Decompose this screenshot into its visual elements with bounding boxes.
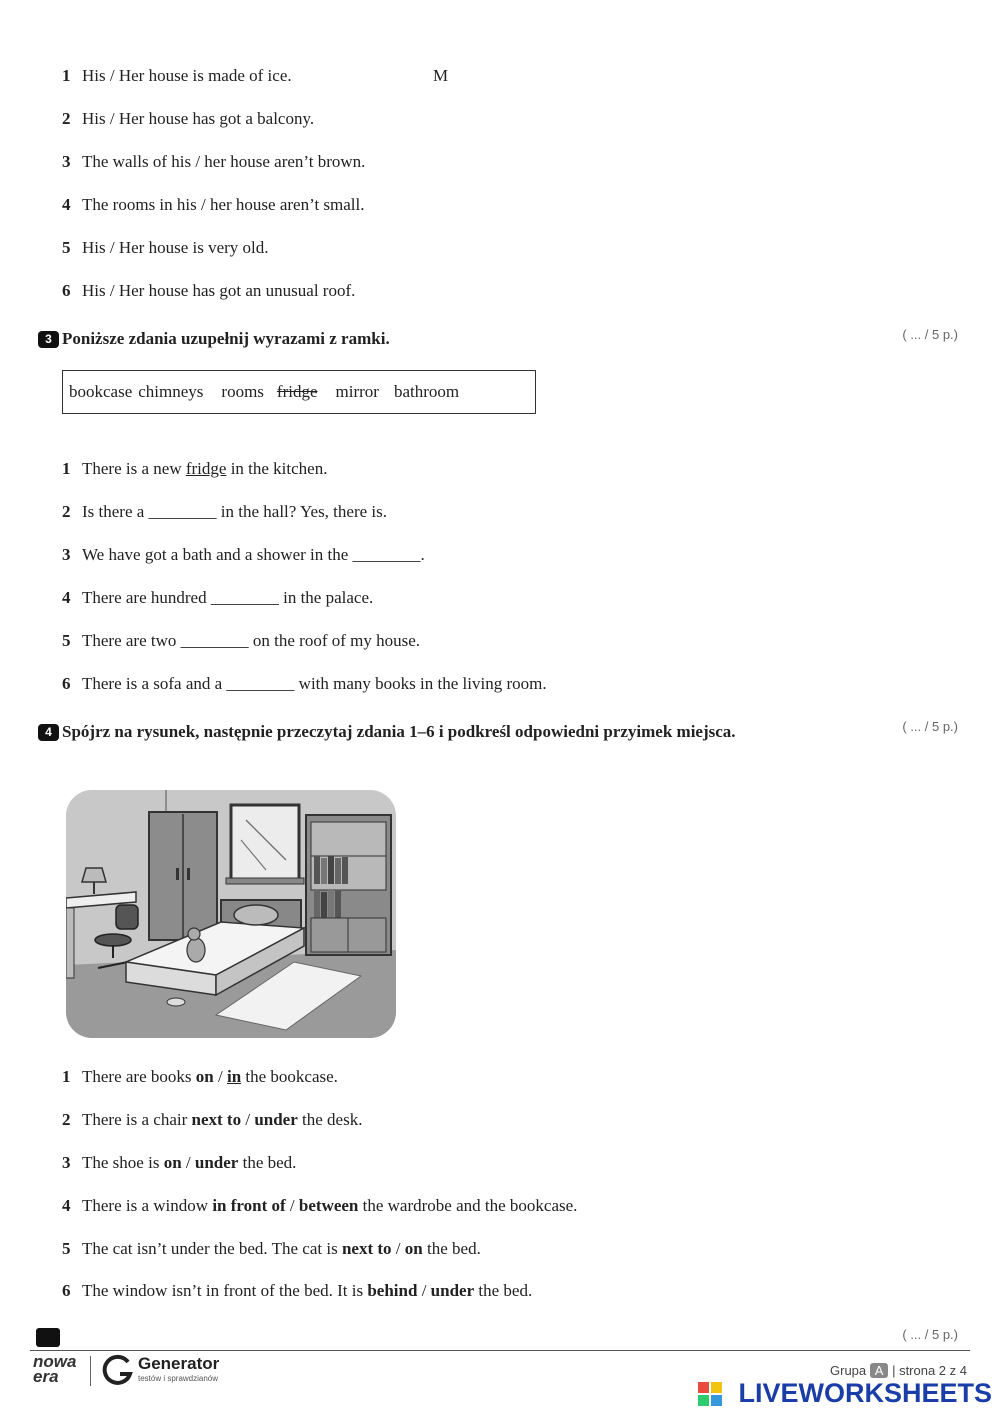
generator-title: Generator — [138, 1354, 220, 1373]
answer-mark: M — [433, 66, 449, 85]
s4-item-6-opt1[interactable]: behind — [367, 1281, 418, 1300]
s2-item-6: 6 His / Her house has got an unusual roof. — [62, 281, 356, 300]
word-fridge: fridge — [276, 382, 318, 401]
s4-item-1: 1 There are books on / in the bookcase. — [62, 1067, 338, 1086]
s3-item-1: 1 There is a new fridge in the kitchen. — [62, 459, 328, 478]
s4-item-2-opt1[interactable]: next to — [191, 1110, 242, 1129]
group-badge: A — [870, 1363, 889, 1378]
s4-item-5: 5 The cat isn’t under the bed. The cat is next to / on the bed. — [62, 1239, 481, 1258]
s2-item-4: 4 The rooms in his / her house aren’t small. — [62, 195, 365, 214]
word-box — [62, 370, 536, 414]
s4-item-1-opt1[interactable]: on — [195, 1067, 214, 1086]
section5-badge — [36, 1328, 60, 1347]
liveworksheets-wordmark: LIVEWORKSHEETS — [738, 1378, 992, 1408]
s3-item-2: 2 Is there a ________ in the hall? Yes, there is. — [62, 502, 387, 521]
s3-item-4: 4 There are hundred ________ in the palace. — [62, 588, 374, 607]
section3-points: ( ... / 5 p.) — [902, 327, 958, 342]
s4-item-4-opt2[interactable]: between — [298, 1196, 359, 1215]
section4-badge: 4 — [38, 724, 59, 741]
s4-item-2: 2 There is a chair next to / under the desk. — [62, 1110, 363, 1129]
s4-item-5-opt2[interactable]: on — [404, 1239, 423, 1258]
s4-item-2-opt2[interactable]: under — [254, 1110, 298, 1129]
word-chimneys: chimneys — [138, 382, 204, 401]
section3-badge: 3 — [38, 331, 59, 348]
word-rooms: rooms — [221, 382, 264, 401]
s4-item-5-opt1[interactable]: next to — [341, 1239, 392, 1258]
s3-item-1-answer: fridge — [185, 459, 227, 478]
nowa-era-logo: nowa era — [33, 1352, 77, 1386]
generator-subtitle: testów i sprawdzianów — [138, 1374, 219, 1383]
s4-item-3: 3 The shoe is on / under the bed. — [62, 1153, 297, 1172]
page-info: Grupa A | strona 2 z 4 — [830, 1363, 967, 1378]
section4-header: 4 Spójrz na rysunek, następnie przeczytaj zdania 1–6 i podkreśl odpowiedni przyimek miejsca. — [38, 720, 758, 743]
liveworksheets-logo-icon — [698, 1382, 722, 1406]
bedroom-illustration — [66, 790, 396, 1038]
s2-item-5: 5 His / Her house is very old. — [62, 238, 269, 257]
s4-item-6: 6 The window isn’t in front of the bed. It is behind / under the bed. — [62, 1281, 533, 1300]
section4-points: ( ... / 5 p.) — [902, 719, 958, 734]
section5-points: ( ... / 5 p.) — [902, 1327, 958, 1342]
s4-item-1-opt2[interactable]: in — [226, 1067, 242, 1086]
s4-item-3-opt1[interactable]: on — [163, 1153, 182, 1172]
s3-item-6: 6 There is a sofa and a ________ with many books in the living room. — [62, 674, 547, 693]
word-mirror: mirror — [335, 382, 379, 401]
s4-item-3-opt2[interactable]: under — [194, 1153, 239, 1172]
s4-item-4-opt1[interactable]: in front of — [212, 1196, 286, 1215]
s3-item-5: 5 There are two ________ on the roof of my house. — [62, 631, 421, 650]
section3-header: 3 Poniższe zdania uzupełnij wyrazami z ramki. — [38, 327, 758, 350]
logo-divider — [90, 1356, 91, 1386]
s4-item-4: 4 There is a window in front of / between the wardrobe and the bookcase. — [62, 1196, 578, 1215]
s2-item-3: 3 The walls of his / her house aren’t brown. — [62, 152, 366, 171]
s2-item-1: 1 His / Her house is made of ice. — [62, 66, 292, 85]
s2-item-2: 2 His / Her house has got a balcony. — [62, 109, 315, 128]
generator-logo-icon — [100, 1354, 134, 1386]
footer-divider — [30, 1350, 970, 1351]
s3-item-3: 3 We have got a bath and a shower in the ________. — [62, 545, 425, 564]
s4-item-6-opt2[interactable]: under — [430, 1281, 475, 1300]
word-bookcase: bookcase — [69, 382, 133, 401]
word-bathroom: bathroom — [393, 382, 460, 401]
